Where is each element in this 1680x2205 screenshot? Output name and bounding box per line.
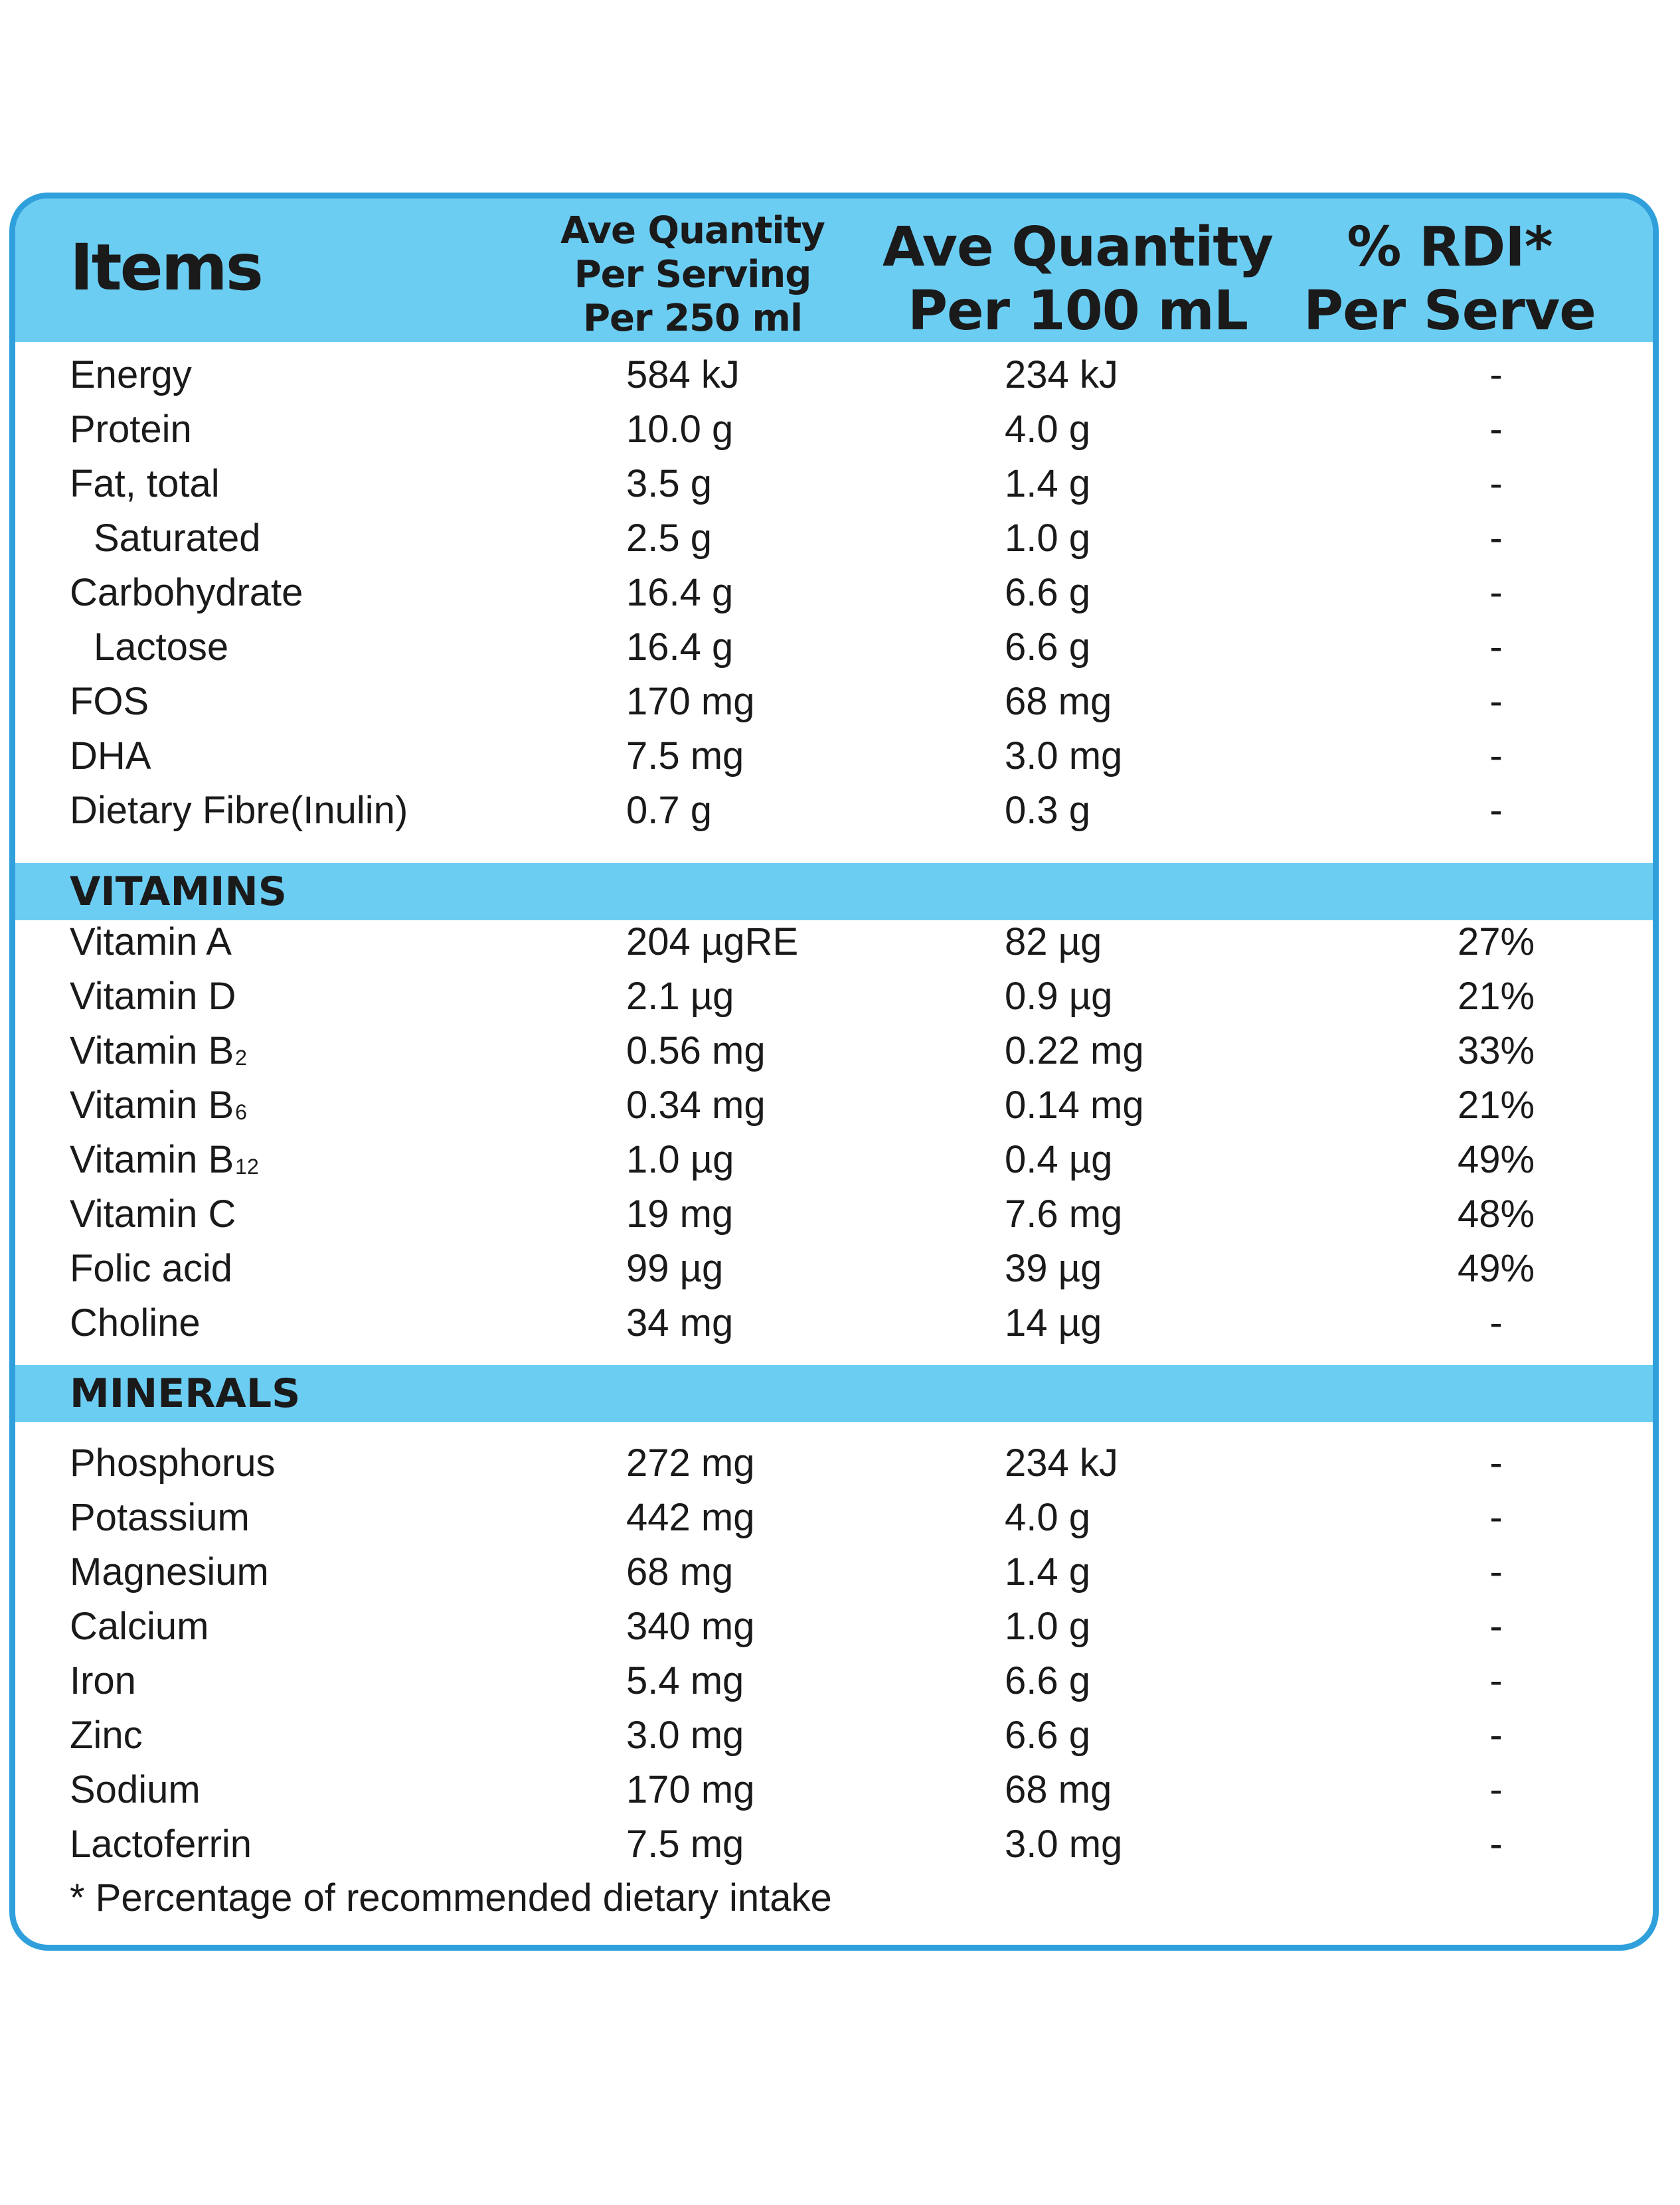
per-serving-value: 16.4 g <box>626 571 734 614</box>
per-serving-value: 170 mg <box>626 680 755 723</box>
table-row <box>15 402 1653 457</box>
nutrient-name: Vitamin C <box>70 1192 236 1236</box>
nutrient-name: Phosphorus <box>70 1441 276 1485</box>
rdi-value: - <box>1489 625 1503 669</box>
header-per-100ml: Ave Quantity Per 100 mL <box>882 216 1273 343</box>
rdi-value: - <box>1489 1605 1503 1648</box>
nutrient-name: Saturated <box>94 517 261 560</box>
rdi-value: - <box>1489 734 1503 777</box>
table-header <box>15 199 1653 342</box>
nutrient-name: Iron <box>70 1659 136 1702</box>
per-serving-value: 204 µgRE <box>626 920 799 963</box>
nutrient-name: Zinc <box>70 1714 143 1757</box>
rdi-value: - <box>1489 462 1503 505</box>
table-row <box>15 1187 1653 1242</box>
nutrient-name: Vitamin A <box>70 920 232 963</box>
per-100ml-value: 68 mg <box>1005 680 1112 723</box>
table-row <box>15 620 1653 675</box>
per-serving-value: 3.5 g <box>626 462 712 505</box>
nutrient-name: Energy <box>70 353 192 396</box>
rdi-value: - <box>1489 1823 1503 1866</box>
nutrition-panel <box>9 193 1659 1951</box>
vitamins-label: VITAMINS <box>70 868 287 915</box>
table-row <box>15 1078 1653 1133</box>
per-serving-value: 584 kJ <box>626 353 740 396</box>
per-serving-value: 10.0 g <box>626 408 734 451</box>
per-serving-value: 442 mg <box>626 1496 755 1539</box>
nutrient-name: Vitamin $B_2$ <box>70 1029 247 1072</box>
per-100ml-value: 6.6 g <box>1005 625 1090 669</box>
nutrient-name: Potassium <box>70 1496 250 1539</box>
table-row <box>15 1242 1653 1296</box>
table-row <box>15 348 1653 402</box>
rdi-value: 49% <box>1457 1247 1535 1290</box>
rdi-value: - <box>1489 1496 1503 1539</box>
rdi-value: - <box>1489 680 1503 723</box>
header-rdi: % RDI* Per Serve <box>1303 216 1596 343</box>
table-row <box>15 1133 1653 1187</box>
per-serving-value: 170 mg <box>626 1768 755 1811</box>
rdi-value: 49% <box>1457 1138 1535 1181</box>
per-100ml-value: 0.4 µg <box>1005 1138 1113 1181</box>
rdi-value: - <box>1489 1659 1503 1702</box>
table-row <box>15 783 1653 838</box>
per-serving-value: 3.0 mg <box>626 1714 744 1757</box>
per-serving-value: 19 mg <box>626 1192 734 1236</box>
per-100ml-value: 234 kJ <box>1005 353 1118 396</box>
per-100ml-value: 1.0 g <box>1005 1605 1090 1648</box>
table-row <box>15 1708 1653 1763</box>
table-row <box>15 1817 1653 1872</box>
per-serving-value: 16.4 g <box>626 625 734 669</box>
minerals-label: MINERALS <box>70 1370 301 1417</box>
rdi-value: - <box>1489 1441 1503 1485</box>
per-serving-value: 5.4 mg <box>626 1659 744 1702</box>
table-row <box>15 1024 1653 1078</box>
rdi-value: - <box>1489 517 1503 560</box>
per-100ml-value: 0.9 µg <box>1005 975 1113 1018</box>
rdi-value: - <box>1489 1714 1503 1757</box>
header-items: Items <box>70 230 262 305</box>
table-row <box>15 1545 1653 1599</box>
nutrient-name: Choline <box>70 1301 201 1345</box>
table-row <box>15 915 1653 969</box>
rdi-value: - <box>1489 353 1503 396</box>
per-100ml-value: 3.0 mg <box>1005 734 1123 777</box>
table-row <box>15 511 1653 566</box>
table-row <box>15 729 1653 783</box>
per-100ml-value: 1.0 g <box>1005 517 1090 560</box>
rdi-value: - <box>1489 1550 1503 1593</box>
per-serving-value: 1.0 µg <box>626 1138 734 1181</box>
nutrient-name: Vitamin $B_{12}$ <box>70 1138 259 1181</box>
vitamins-band <box>15 863 1653 920</box>
per-serving-value: 0.56 mg <box>626 1029 766 1072</box>
table-row <box>15 1491 1653 1545</box>
per-serving-value: 34 mg <box>626 1301 734 1345</box>
per-serving-value: 7.5 mg <box>626 1823 744 1866</box>
nutrient-name: Lactoferrin <box>70 1823 252 1866</box>
nutrient-name: Calcium <box>70 1605 209 1648</box>
nutrient-name: Folic acid <box>70 1247 232 1290</box>
nutrient-name: Dietary Fibre(Inulin) <box>70 789 408 832</box>
footnote: * Percentage of recommended dietary intake <box>70 1876 832 1919</box>
rdi-value: - <box>1489 1768 1503 1811</box>
per-100ml-value: 68 mg <box>1005 1768 1112 1811</box>
rdi-value: - <box>1489 1301 1503 1345</box>
rdi-value: 21% <box>1457 1084 1535 1127</box>
per-100ml-value: 234 kJ <box>1005 1441 1118 1485</box>
table-row <box>15 457 1653 511</box>
nutrient-name: Protein <box>70 408 192 451</box>
per-serving-value: 340 mg <box>626 1605 755 1648</box>
per-serving-value: 0.7 g <box>626 789 712 832</box>
subscript: 6 <box>235 1100 247 1124</box>
table-row <box>15 1763 1653 1817</box>
nutrient-name: FOS <box>70 680 149 723</box>
rdi-value: 27% <box>1457 920 1535 963</box>
nutrient-name: Sodium <box>70 1768 201 1811</box>
table-row <box>15 1654 1653 1708</box>
per-100ml-value: 7.6 mg <box>1005 1192 1123 1236</box>
per-100ml-value: 1.4 g <box>1005 462 1090 505</box>
per-serving-value: 2.5 g <box>626 517 712 560</box>
rdi-value: 48% <box>1457 1192 1535 1236</box>
subscript: 2 <box>235 1046 247 1070</box>
nutrient-name: DHA <box>70 734 151 777</box>
nutrient-name: Fat, total <box>70 462 220 505</box>
header-per-serving: Ave Quantity Per Serving Per 250 ml <box>560 209 825 340</box>
per-serving-value: 99 µg <box>626 1247 724 1290</box>
rdi-value: - <box>1489 408 1503 451</box>
per-100ml-value: 82 µg <box>1005 920 1102 963</box>
rdi-value: 33% <box>1457 1029 1535 1072</box>
table-row <box>15 566 1653 620</box>
per-100ml-value: 1.4 g <box>1005 1550 1090 1593</box>
per-serving-value: 0.34 mg <box>626 1084 766 1127</box>
per-serving-value: 68 mg <box>626 1550 734 1593</box>
per-100ml-value: 6.6 g <box>1005 1714 1090 1757</box>
nutrient-name: Vitamin $B_6$ <box>70 1084 247 1127</box>
per-serving-value: 272 mg <box>626 1441 755 1485</box>
rdi-value: - <box>1489 571 1503 614</box>
per-100ml-value: 6.6 g <box>1005 571 1090 614</box>
table-row <box>15 969 1653 1024</box>
rdi-value: 21% <box>1457 975 1535 1018</box>
rdi-value: - <box>1489 789 1503 832</box>
minerals-band <box>15 1365 1653 1422</box>
per-serving-value: 7.5 mg <box>626 734 744 777</box>
per-serving-value: 2.1 µg <box>626 975 734 1018</box>
per-100ml-value: 39 µg <box>1005 1247 1102 1290</box>
nutrient-name: Carbohydrate <box>70 571 303 614</box>
per-100ml-value: 4.0 g <box>1005 408 1090 451</box>
per-100ml-value: 3.0 mg <box>1005 1823 1123 1866</box>
subscript: 12 <box>235 1155 259 1179</box>
table-row <box>15 675 1653 729</box>
per-100ml-value: 0.14 mg <box>1005 1084 1144 1127</box>
table-row <box>15 1436 1653 1491</box>
per-100ml-value: 14 µg <box>1005 1301 1102 1345</box>
per-100ml-value: 0.3 g <box>1005 789 1090 832</box>
table-row <box>15 1599 1653 1654</box>
per-100ml-value: 6.6 g <box>1005 1659 1090 1702</box>
per-100ml-value: 4.0 g <box>1005 1496 1090 1539</box>
nutrient-name: Magnesium <box>70 1550 269 1593</box>
nutrient-name: Vitamin D <box>70 975 236 1018</box>
table-row <box>15 1296 1653 1350</box>
nutrient-name: Lactose <box>94 625 229 669</box>
per-100ml-value: 0.22 mg <box>1005 1029 1144 1072</box>
